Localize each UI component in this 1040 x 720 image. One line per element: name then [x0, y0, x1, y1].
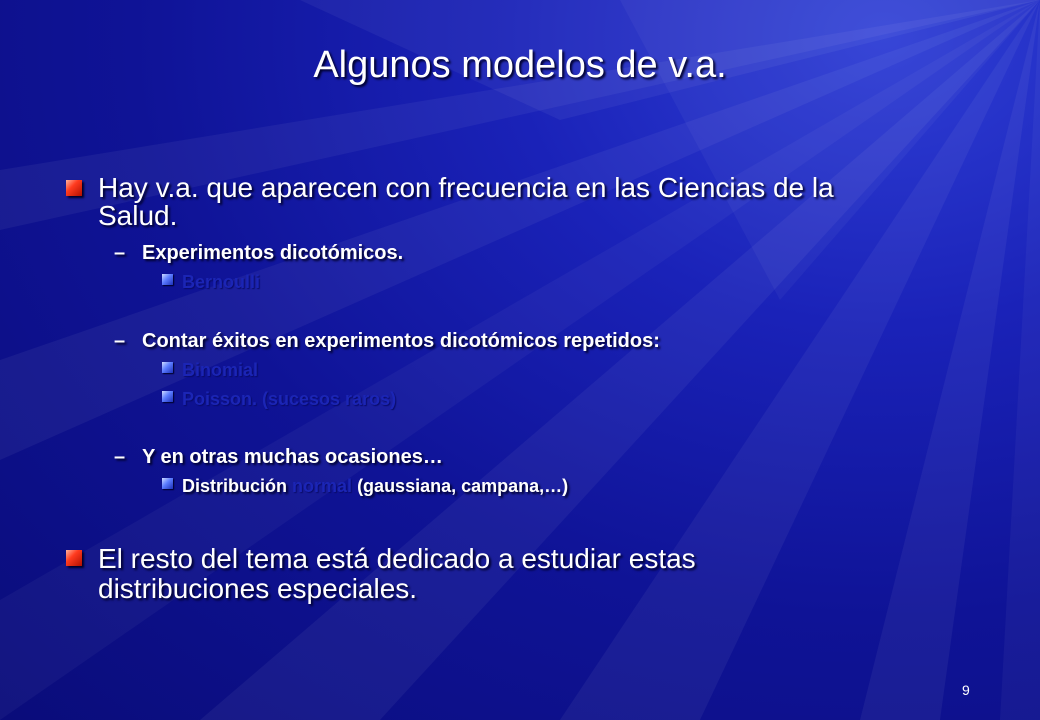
normal-label: normal	[292, 476, 353, 496]
sub-item-label: Experimentos dicotómicos.	[142, 242, 404, 264]
dash: –	[114, 242, 126, 264]
sub-item-otras-ocasiones	[114, 446, 443, 468]
bullet-2-line-1: El resto del tema está dedicado a estudiar estas	[98, 543, 696, 574]
sub-sub-item-distribucion-normal	[182, 476, 568, 496]
blue-square-bullet-icon	[162, 478, 173, 489]
sub-item-label: Y en otras muchas ocasiones…	[142, 446, 443, 468]
sub-sub-item-poisson: Poisson. (sucesos raros)	[182, 389, 397, 409]
sub-item-contar-exitos	[114, 330, 660, 352]
bullet-1-line-1: Hay v.a. que aparecen con frecuencia en las Ciencias de la	[98, 172, 834, 203]
slide-title: Algunos modelos de v.a.	[313, 44, 727, 86]
bullet-2-line-2: distribuciones especiales.	[98, 573, 418, 604]
sub-sub-item-bernoulli: Bernoulli	[182, 272, 261, 292]
blue-square-bullet-icon	[162, 274, 173, 285]
red-square-bullet-icon	[66, 550, 82, 566]
sub-item-experimentos	[114, 242, 403, 264]
sub-sub-item-binomial: Binomial	[182, 360, 259, 380]
sub-item-label: Contar éxitos en experimentos dicotómicos repetidos:	[142, 330, 660, 352]
gaussiana-label: (gaussiana, campana,…)	[357, 476, 569, 496]
dash: –	[114, 330, 126, 352]
distribucion-label: Distribución	[182, 476, 288, 496]
red-square-bullet-icon	[66, 180, 82, 196]
page-number: 9	[962, 682, 970, 698]
blue-square-bullet-icon	[162, 391, 173, 402]
blue-square-bullet-icon	[162, 362, 173, 373]
dash: –	[114, 446, 126, 468]
bullet-1-line-2: Salud.	[98, 200, 178, 231]
